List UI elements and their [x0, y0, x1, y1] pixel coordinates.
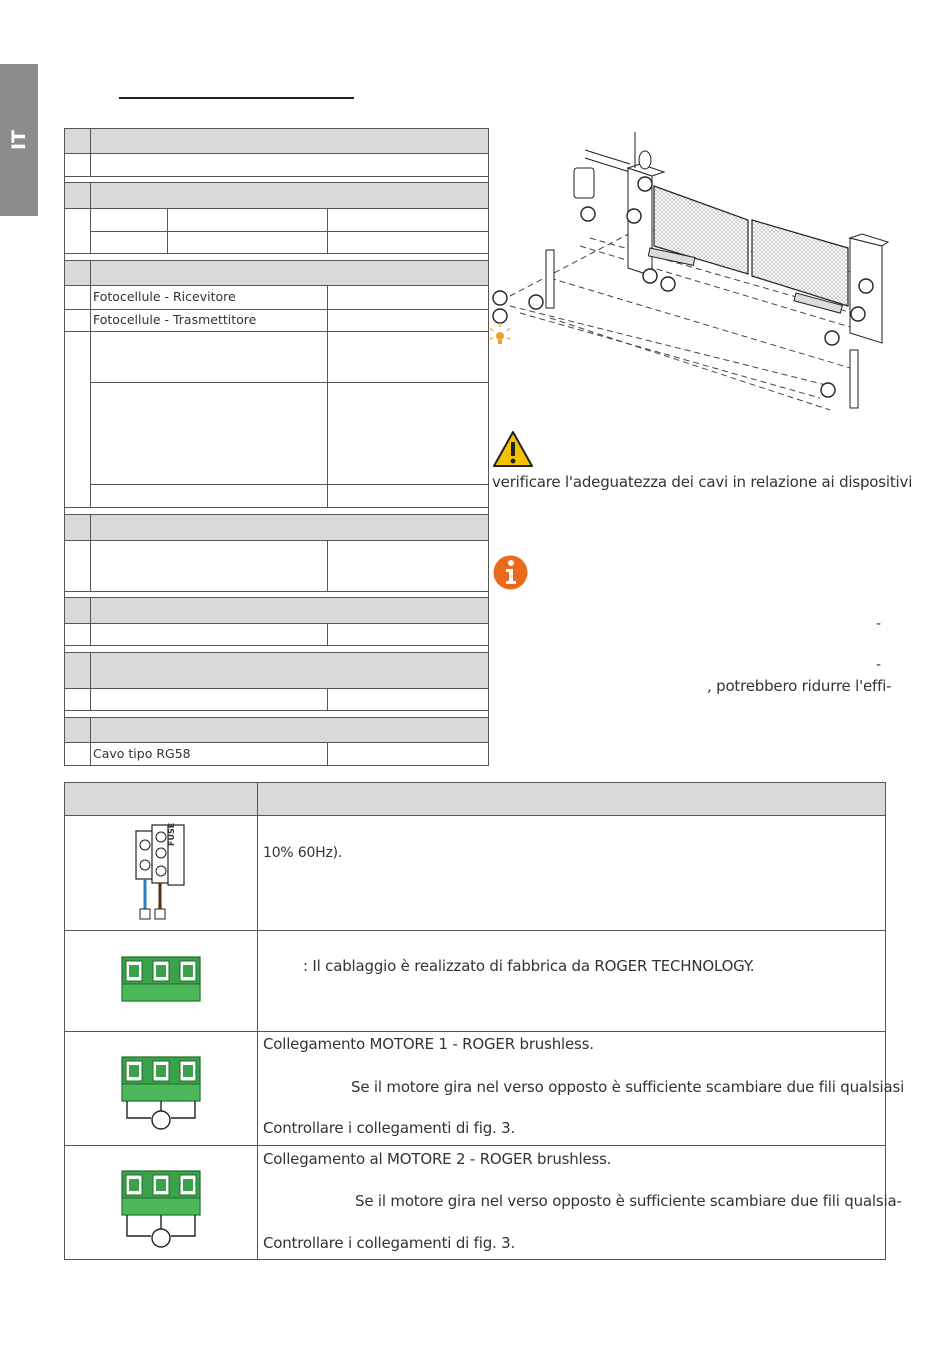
- info-text: , potrebbero ridurre l'effi-: [707, 677, 892, 695]
- title-underline: [119, 97, 354, 99]
- connection-text: : Il cablaggio è realizzato di fabbrica da ROGER TECHNOLOGY.: [303, 957, 755, 975]
- motor-1-terminal-icon: [121, 1056, 201, 1130]
- language-tab-label: IT: [8, 129, 30, 151]
- connection-text: 10% 60Hz).: [263, 845, 343, 861]
- connection-text: Collegamento al MOTORE 2 - ROGER brushless.: [263, 1150, 612, 1168]
- connection-text: Controllare i collegamenti di fig. 3.: [263, 1234, 516, 1252]
- fuse-terminal-icon: [134, 823, 188, 921]
- info-dash: -: [876, 657, 881, 673]
- warning-text: verificare l'adeguatezza dei cavi in relazione ai dispositivi: [492, 473, 913, 491]
- flashing-lamp-icon: [490, 323, 510, 344]
- language-tab: [0, 64, 38, 216]
- gate-installation-diagram: [490, 128, 890, 418]
- table-row-label: Fotocellule - Ricevitore: [93, 289, 236, 304]
- connection-text: Se il motore gira nel verso opposto è sufficiente scambiare due fili qualsia-: [355, 1192, 902, 1210]
- table-row-label: Fotocellule - Trasmettitore: [93, 312, 257, 327]
- fuse-label: FUSE: [167, 822, 176, 846]
- connection-text: Controllare i collegamenti di fig. 3.: [263, 1119, 516, 1137]
- motor-2-terminal-icon: [121, 1170, 201, 1248]
- terminal-block-icon: [121, 956, 201, 1002]
- info-icon: [492, 554, 529, 591]
- table-row-label: Cavo tipo RG58: [93, 746, 191, 761]
- connection-text: Collegamento MOTORE 1 - ROGER brushless.: [263, 1035, 594, 1053]
- connection-text: Se il motore gira nel verso opposto è sufficiente scambiare due fili qualsiasi: [351, 1078, 905, 1096]
- warning-icon: [492, 430, 534, 468]
- info-dash: -: [876, 616, 881, 632]
